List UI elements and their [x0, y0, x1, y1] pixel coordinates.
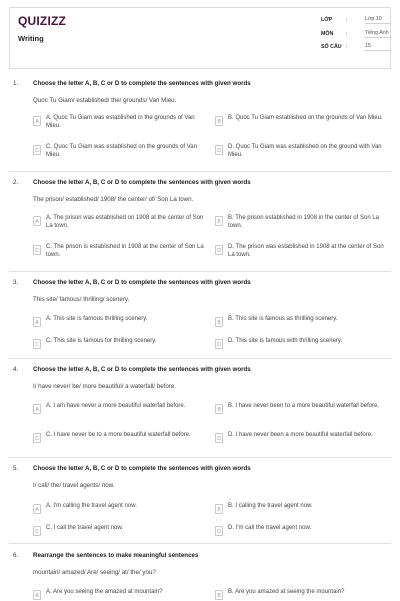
answer-option-c[interactable]	[33, 144, 213, 160]
meta-colon: :	[346, 30, 348, 37]
question-number: 6.	[13, 552, 19, 559]
meta-colon: :	[346, 17, 348, 23]
meta-value-subject: Tiếng Anh	[365, 30, 391, 38]
option-text: D. I'm call the travel agent now.	[228, 525, 312, 531]
question-stem: The prison/ established/ 1908/ the center/ of/ Son La town.	[33, 196, 194, 203]
option-text: D. This site is famous with thrilling scenery.	[228, 338, 343, 344]
answer-option-b[interactable]	[215, 316, 395, 327]
answer-option-d[interactable]	[215, 244, 395, 260]
answer-option-c[interactable]	[33, 244, 213, 260]
option-key-b: B	[215, 317, 223, 327]
option-key-c: C	[33, 145, 41, 155]
option-key-c: C	[33, 433, 41, 443]
answer-option-a[interactable]	[33, 215, 213, 231]
option-key-c: C	[33, 526, 41, 536]
answer-option-a[interactable]	[33, 589, 213, 600]
question-stem: This site/ famous/ thrilling/ scenery.	[33, 296, 130, 303]
question-instruction: Choose the letter A, B, C or D to complete the sentences with given words	[33, 80, 251, 87]
option-text: B. I calling the travel agent now.	[228, 503, 313, 509]
answer-option-a[interactable]	[33, 503, 213, 514]
meta-row-question-count	[321, 44, 391, 58]
option-key-d: D	[215, 339, 223, 349]
question-instruction: Choose the letter A, B, C or D to complete the sentences with given words	[33, 179, 251, 186]
option-text: A. The prison was established on 1908 at the center of Son La town.	[46, 215, 204, 229]
question-number: 2.	[13, 179, 19, 186]
option-key-b: B	[215, 116, 223, 126]
option-key-b: B	[215, 590, 223, 600]
option-key-a: A	[33, 216, 41, 226]
option-text: A. Quoc Tu Giam was established in the grounds of Van Mieu.	[46, 115, 195, 129]
option-text: A. Are you seeing the amazed at mountain?	[46, 589, 163, 595]
answer-option-d[interactable]	[215, 432, 395, 443]
answer-option-b[interactable]	[215, 403, 395, 414]
answer-option-b[interactable]	[215, 115, 395, 126]
question-stem: mountain/ amazed/ Are/ seeing/ at/ the/ you?	[33, 569, 156, 576]
option-text: A. I am have never a more beautiful waterfall before.	[46, 403, 186, 409]
answer-option-d[interactable]	[215, 338, 395, 349]
option-text: C. The prison is established in 1908 at the center of Son La town.	[46, 244, 204, 258]
question-divider	[9, 358, 391, 359]
option-key-b: B	[215, 504, 223, 514]
answer-option-c[interactable]	[33, 432, 213, 443]
question-divider	[9, 171, 391, 172]
answer-option-b[interactable]	[215, 503, 395, 514]
worksheet-meta	[321, 17, 391, 58]
option-text: D. Quoc Tu Giam was established on the ground with Van Mieu.	[228, 144, 382, 158]
meta-row-class	[321, 17, 391, 31]
worksheet-header	[9, 7, 391, 69]
question-stem: Quoc Tu Giam/ established/ the/ grounds/ Van Mieu.	[33, 97, 177, 104]
question-stem: I/ call/ the/ travel agents/ now.	[33, 482, 115, 489]
answer-option-d[interactable]	[215, 144, 395, 160]
option-key-b: B	[215, 216, 223, 226]
meta-value-class: Lớp 10	[365, 16, 391, 24]
question-number: 1.	[13, 80, 19, 87]
question-number: 4.	[13, 366, 19, 373]
option-text: B. Are you amazed at seeing the mountain?	[228, 589, 345, 595]
option-key-d: D	[215, 245, 223, 255]
question-divider	[9, 271, 391, 272]
option-key-a: A	[33, 116, 41, 126]
meta-label-question-count: SỐ CÂU	[321, 44, 342, 50]
question-number: 5.	[13, 465, 19, 472]
option-text: D. The prison was established in 1908 at the center of Son La town.	[228, 244, 384, 258]
question-instruction: Choose the letter A, B, C or D to complete the sentences with given words	[33, 465, 251, 472]
question-number: 3.	[13, 279, 19, 286]
question-instruction: Choose the letter A, B, C or D to complete the sentences with given words	[33, 366, 251, 373]
option-text: D. I have never been a more beautiful waterfall before.	[228, 432, 373, 438]
option-text: C. I have never be to a more beautiful waterfall before.	[46, 432, 191, 438]
option-key-a: A	[33, 590, 41, 600]
question-divider	[9, 543, 391, 544]
meta-label-class: LỚP	[321, 17, 333, 23]
meta-label-subject: MÔN	[321, 30, 334, 37]
question-stem: I/ have never/ be/ more beautiful/ a waterfall/ before.	[33, 383, 177, 390]
option-key-a: A	[33, 404, 41, 414]
answer-option-c[interactable]	[33, 525, 213, 536]
question-instruction: Rearrange the sentences to make meaningful sentences	[33, 552, 199, 559]
answer-option-a[interactable]	[33, 403, 213, 414]
answer-option-a[interactable]	[33, 316, 213, 327]
option-text: C. I call the travel agent now.	[46, 525, 124, 531]
option-key-d: D	[215, 433, 223, 443]
option-text: A. This site is famous thrilling scenery.	[46, 316, 148, 322]
option-text: C. Quoc Tu Giam was established on the grounds of Van Mieu.	[46, 144, 197, 158]
answer-option-d[interactable]	[215, 525, 395, 536]
option-key-a: A	[33, 317, 41, 327]
answer-option-a[interactable]	[33, 115, 213, 131]
option-text: B. This site is famous as thrilling scenery.	[228, 316, 338, 322]
answer-option-b[interactable]	[215, 589, 395, 600]
quizizz-logo: QUIZIZZ	[18, 14, 67, 28]
option-key-c: C	[33, 245, 41, 255]
option-text: B. Quoc Tu Giam established on the grounds of Van Mieu.	[228, 115, 383, 121]
option-key-a: A	[33, 504, 41, 514]
option-text: C. This site is famous for thrilling scenery.	[46, 338, 157, 344]
worksheet-title: Writing	[18, 34, 44, 43]
option-key-b: B	[215, 404, 223, 414]
option-text: A. I'm calling the travel agent now.	[46, 503, 137, 509]
option-key-c: C	[33, 339, 41, 349]
option-key-d: D	[215, 526, 223, 536]
meta-value-question-count: 15	[365, 43, 391, 51]
option-key-d: D	[215, 145, 223, 155]
meta-colon: :	[346, 44, 348, 50]
answer-option-b[interactable]	[215, 215, 395, 231]
question-instruction: Choose the letter A, B, C or D to complete the sentences with given words	[33, 279, 251, 286]
option-text: B. I have never been to a more beautiful waterfall before.	[228, 403, 380, 409]
meta-row-subject	[321, 31, 391, 45]
answer-option-c[interactable]	[33, 338, 213, 349]
option-text: B. The prison established in 1908 in the center of Son La town.	[228, 215, 379, 229]
question-divider	[9, 457, 391, 458]
